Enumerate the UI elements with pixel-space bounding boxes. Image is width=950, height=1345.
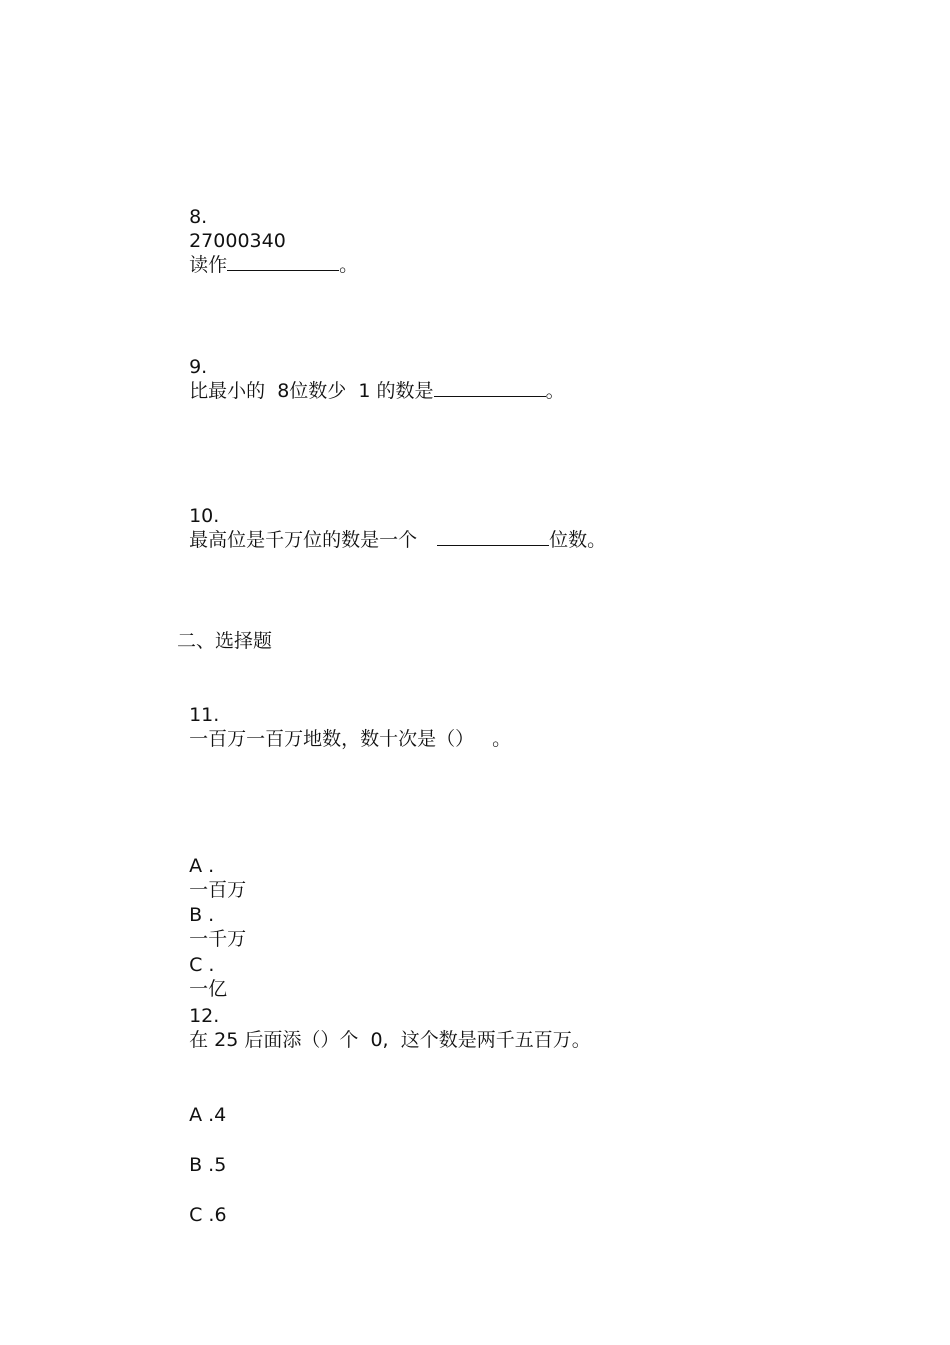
question-text: 最高位是千万位的数是一个: [189, 529, 418, 551]
option-text: 4: [214, 1104, 227, 1126]
section-heading: 二、选择题: [177, 630, 273, 652]
question-value: 1: [358, 380, 371, 402]
option-text: 一百万: [189, 879, 247, 901]
question-8: [177, 181, 358, 277]
question-value: 27000340: [189, 230, 286, 252]
question-10: [177, 480, 606, 552]
option-letter: C .: [189, 954, 215, 976]
question-number: 10.: [189, 505, 220, 527]
option-c[interactable]: [177, 1179, 227, 1227]
question-end: 。: [492, 728, 512, 750]
answer-blank[interactable]: [227, 253, 339, 271]
question-value: 8: [277, 380, 290, 402]
question-text-part: 在 25 后面添（）个: [189, 1029, 359, 1051]
question-number: 8.: [189, 206, 208, 228]
question-text: 一百万一百万地数，数十次是（）: [189, 728, 475, 750]
question-number: 11.: [189, 704, 220, 726]
question-value: 0,: [370, 1029, 389, 1051]
option-letter: A .: [189, 855, 215, 877]
option-text: 一亿: [189, 978, 228, 1000]
option-text: 6: [214, 1204, 227, 1226]
question-12: [177, 980, 591, 1052]
option-letter: B .: [189, 1154, 215, 1176]
question-text-part: 比最小的: [189, 380, 266, 402]
option-a[interactable]: [177, 1079, 226, 1127]
question-end: 。: [545, 380, 565, 402]
question-end: 位数。: [549, 529, 607, 551]
question-text-part: 这个数是两千五百万。: [400, 1029, 591, 1051]
question-number: 12.: [189, 1005, 220, 1027]
option-text: 一千万: [189, 928, 247, 950]
question-text: 读作: [189, 254, 228, 276]
question-9: [177, 331, 565, 403]
option-b[interactable]: [177, 1129, 226, 1177]
option-letter: B .: [189, 904, 215, 926]
question-11: [177, 679, 511, 751]
question-end: 。: [339, 254, 359, 276]
question-text-part: 位数少: [289, 380, 347, 402]
answer-blank[interactable]: [437, 528, 549, 546]
option-text: 5: [214, 1154, 227, 1176]
question-number: 9.: [189, 356, 208, 378]
option-letter: A .: [189, 1104, 215, 1126]
option-letter: C .: [189, 1204, 215, 1226]
answer-blank[interactable]: [434, 379, 546, 397]
question-text-part: 的数是: [376, 380, 434, 402]
